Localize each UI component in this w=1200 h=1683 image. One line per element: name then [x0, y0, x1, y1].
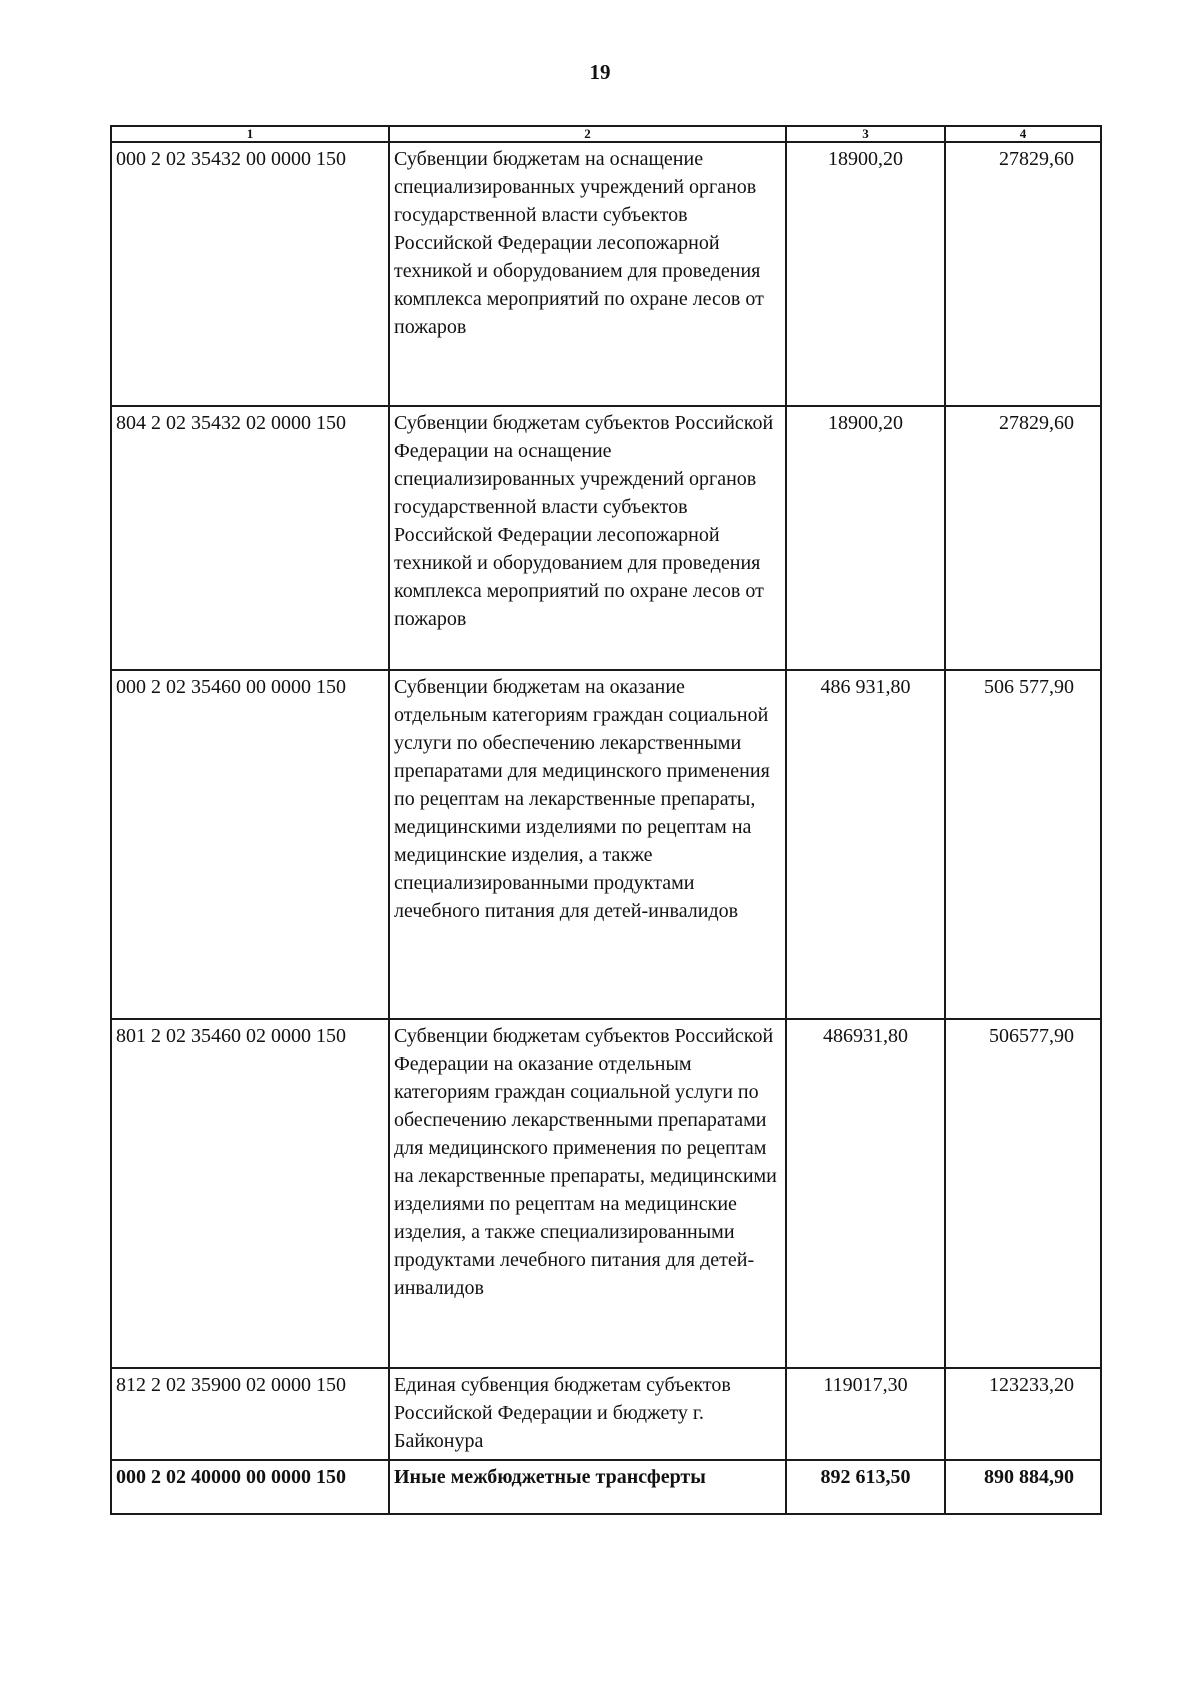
amount-column-4-cell: 123233,20	[945, 1368, 1101, 1460]
description-cell: Субвенции бюджетам на оснащение специализированных учреждений органов государственной власти субъектов Российской Федерации лесопожарной техникой и оборудованием для проведения комплекса мероприятий по охране лесов от пожаров	[389, 142, 786, 406]
amount-column-3-cell: 18900,20	[786, 142, 945, 406]
description-cell: Субвенции бюджетам на оказание отдельным категориям граждан социальной услуги по обеспечению лекарственными препаратами для медицинского применения по рецептам на лекарственные препараты, медицинскими изделиями по рецептам на медицинские изделия, а также специализированными продуктами лечебного питания для детей-инвалидов	[389, 670, 786, 1019]
amount-column-3-cell: 119017,30	[786, 1368, 945, 1460]
budget-code-cell: 000 2 02 35460 00 0000 150	[111, 670, 389, 1019]
page-number: 19	[589, 60, 611, 84]
budget-code-cell: 812 2 02 35900 02 0000 150	[111, 1368, 389, 1460]
column-number-row	[111, 126, 1101, 142]
amount-column-4-cell: 506 577,90	[945, 670, 1101, 1019]
budget-code-cell: 000 2 02 40000 00 0000 150	[111, 1460, 389, 1514]
column-number-4: 4	[945, 126, 1101, 142]
column-number-3: 3	[786, 126, 945, 142]
amount-column-4-cell: 890 884,90	[945, 1460, 1101, 1514]
table-row	[111, 406, 1101, 670]
amount-column-4-cell: 27829,60	[945, 142, 1101, 406]
description-cell: Иные межбюджетные трансферты	[389, 1460, 786, 1514]
table-row	[111, 670, 1101, 1019]
amount-column-3-cell: 18900,20	[786, 406, 945, 670]
column-number-1: 1	[111, 126, 389, 142]
table-row	[111, 1019, 1101, 1368]
column-number-2: 2	[389, 126, 786, 142]
amount-column-3-cell: 892 613,50	[786, 1460, 945, 1514]
budget-table	[110, 125, 1102, 1515]
description-cell: Субвенции бюджетам субъектов Российской Федерации на оказание отдельным категориям граждан социальной услуги по обеспечению лекарственными препаратами для медицинского применения по рецептам на лекарственные препараты, медицинскими изделиями по рецептам на медицинские изделия, а также специализированными продуктами лечебного питания для детей-инвалидов	[389, 1019, 786, 1368]
budget-code-cell: 804 2 02 35432 02 0000 150	[111, 406, 389, 670]
budget-code-cell: 801 2 02 35460 02 0000 150	[111, 1019, 389, 1368]
amount-column-4-cell: 27829,60	[945, 406, 1101, 670]
budget-code-cell: 000 2 02 35432 00 0000 150	[111, 142, 389, 406]
table-row	[111, 1368, 1101, 1460]
amount-column-4-cell: 506577,90	[945, 1019, 1101, 1368]
amount-column-3-cell: 486931,80	[786, 1019, 945, 1368]
amount-column-3-cell: 486 931,80	[786, 670, 945, 1019]
table-row	[111, 142, 1101, 406]
description-cell: Единая субвенция бюджетам субъектов Российской Федерации и бюджету г. Байконура	[389, 1368, 786, 1460]
total-row	[111, 1460, 1101, 1514]
description-cell: Субвенции бюджетам субъектов Российской Федерации на оснащение специализированных учреждений органов государственной власти субъектов Российской Федерации лесопожарной техникой и оборудованием для проведения комплекса мероприятий по охране лесов от пожаров	[389, 406, 786, 670]
